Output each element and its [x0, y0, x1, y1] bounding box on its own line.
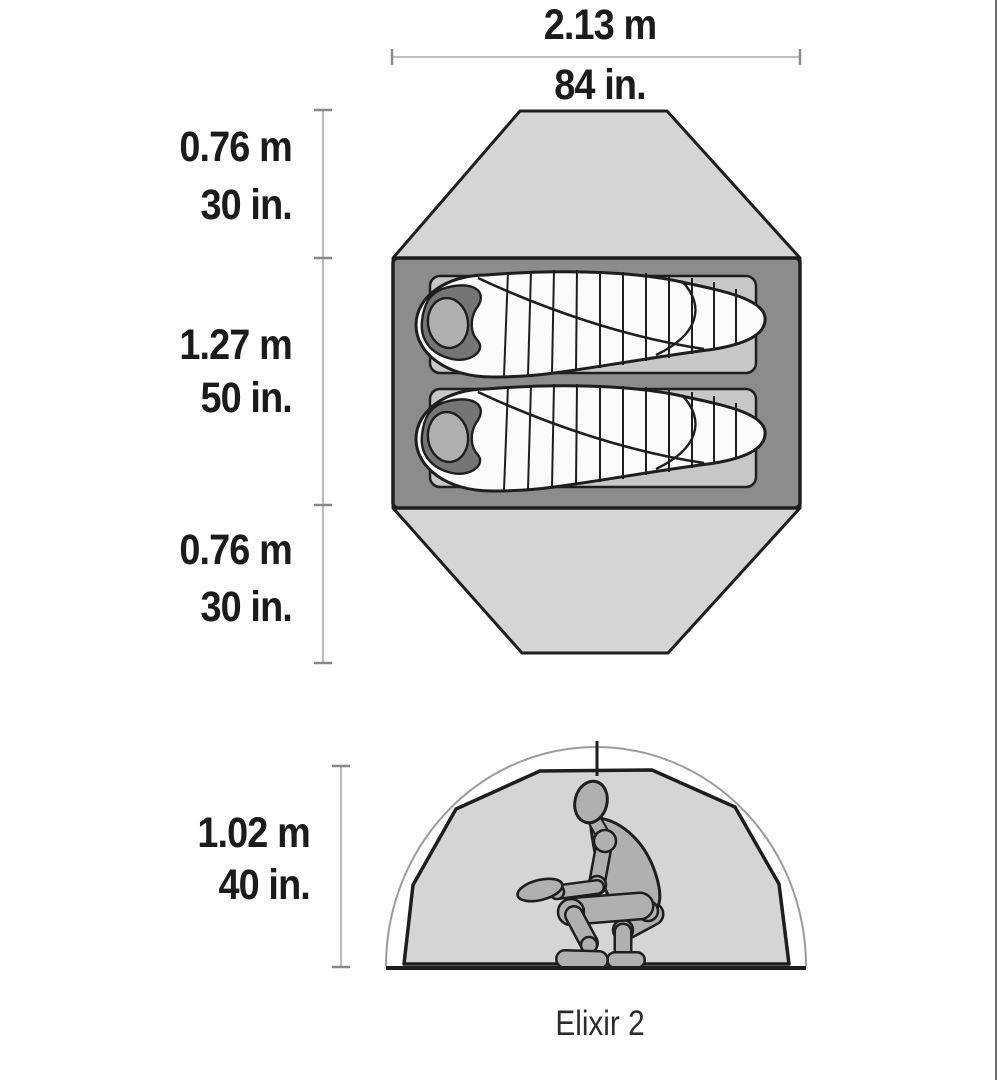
width-imperial-label: 84 in.: [554, 61, 646, 109]
screen-edge-line: [995, 0, 997, 1080]
floor-length-metric-label: 1.27 m: [179, 321, 292, 369]
left-depth-dimension-line: [314, 110, 332, 663]
product-name-label: Elixir 2: [555, 1004, 645, 1043]
tent-top-view: [393, 111, 800, 653]
front-vestibule-metric-label: 0.76 m: [179, 123, 292, 171]
tent-side-view: [386, 741, 806, 968]
floor-length-imperial-label: 50 in.: [200, 374, 292, 422]
rear-vestibule-imperial-label: 30 in.: [200, 583, 292, 631]
width-metric-label: 2.13 m: [543, 1, 657, 49]
height-dimension-line: [332, 766, 350, 968]
height-metric-label: 1.02 m: [197, 809, 310, 857]
rear-vestibule-metric-label: 0.76 m: [179, 526, 292, 574]
front-vestibule-imperial-label: 30 in.: [200, 181, 292, 229]
height-imperial-label: 40 in.: [218, 861, 310, 909]
